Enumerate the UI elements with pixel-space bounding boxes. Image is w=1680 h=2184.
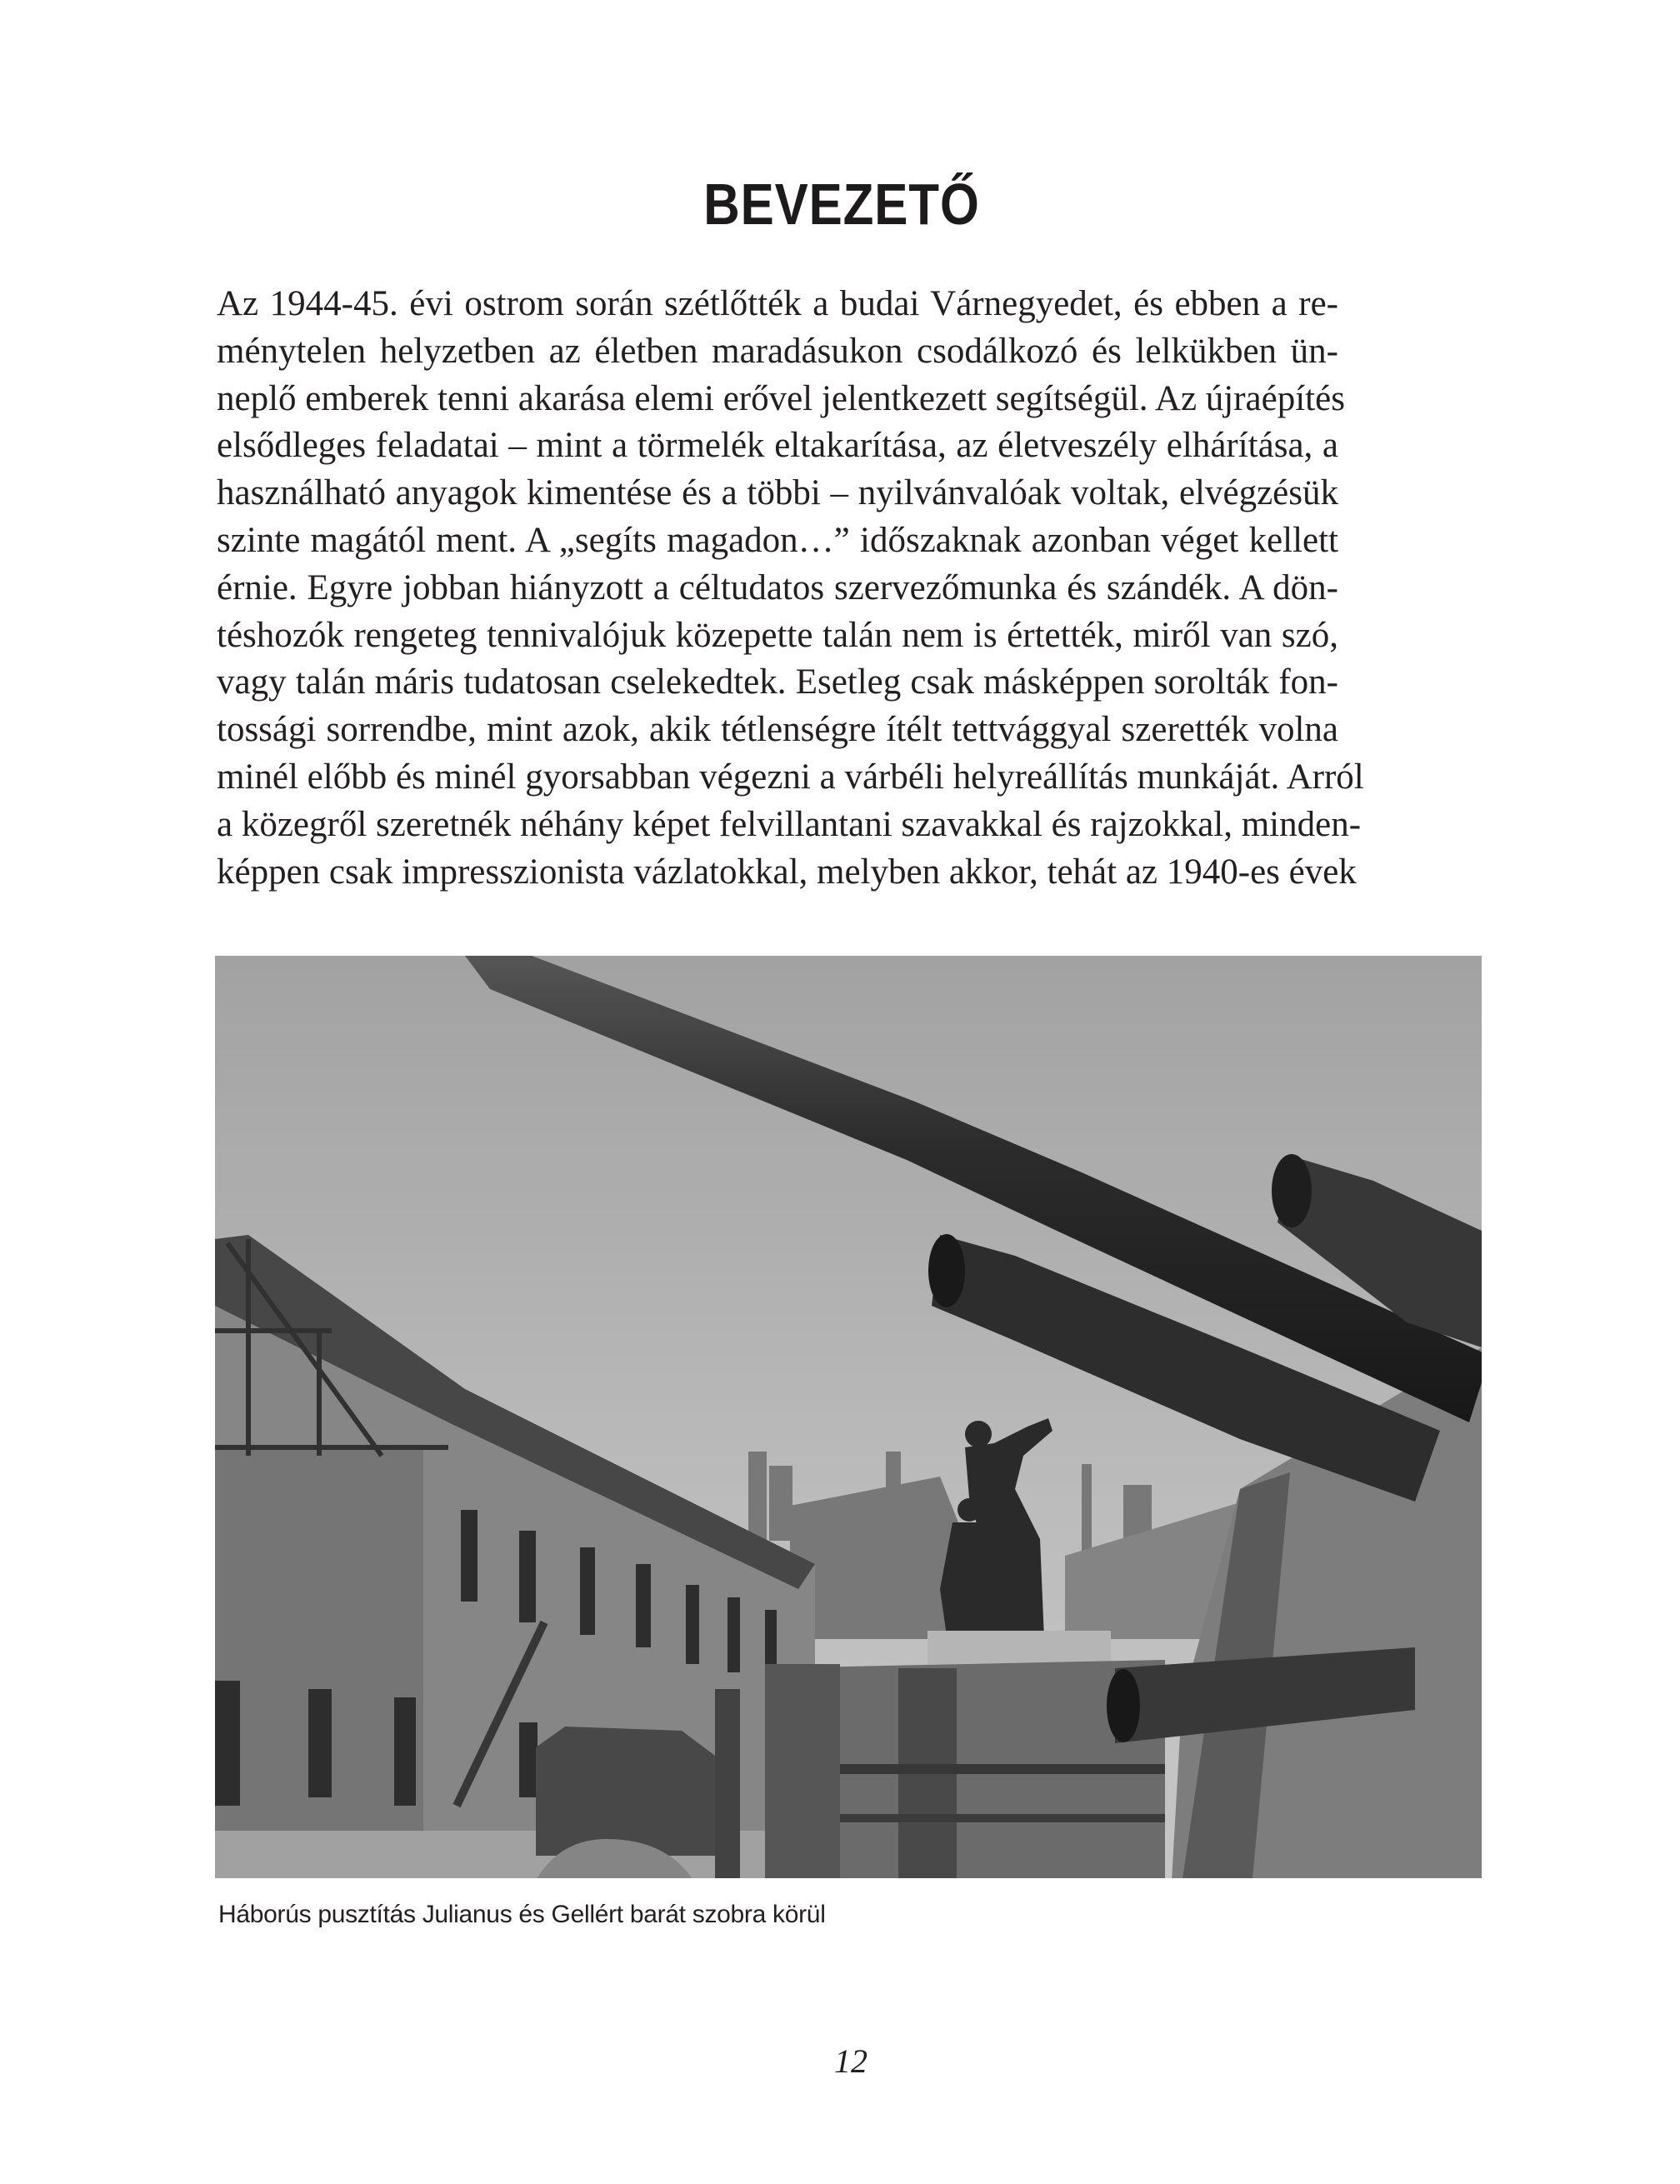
text-line: képpen csak impresszionista vázlatokkal, melyben akkor, tehát az 1940-es évek <box>217 852 1357 892</box>
text-line: használható anyagok kimentése és a többi – nyilvánvalóak voltak, elvégzésük <box>217 473 1338 513</box>
text-line: érnie. Egyre jobban hiányzott a céltudatos szervezőmunka és szándék. A dön- <box>217 567 1338 607</box>
text-line: téshozók rengeteg tennivalójuk közepette talán nem is értették, miről van szó, <box>217 615 1338 655</box>
text-line: minél előbb és minél gyorsabban végezni a várbéli helyreállítás munkáját. Arról <box>217 757 1364 797</box>
war-destruction-photo <box>215 956 1482 1878</box>
chapter-title: BEVEZETŐ <box>703 172 980 237</box>
text-line: a közegről szeretnék néhány képet felvillantani szavakkal és rajzokkal, minden- <box>217 804 1362 844</box>
text-line: neplő emberek tenni akarása elemi erővel jelentkezett segítségül. Az újraépítés <box>217 378 1345 418</box>
body-paragraph <box>217 281 1364 896</box>
text-line: ménytelen helyzetben az életben maradásukon csodálkozó és lelkükben ün- <box>217 331 1338 371</box>
text-line: elsődleges feladatai – mint a törmelék eltakarítása, az életveszély elhárítása, a <box>217 426 1338 466</box>
text-line: vagy talán máris tudatosan cselekedtek. Esetleg csak másképpen sorolták fon- <box>217 662 1338 702</box>
page-number: 12 <box>834 2042 868 2080</box>
photo-caption: Háborús pusztítás Julianus és Gellért barát szobra körül <box>218 1901 826 1928</box>
photo-illustration <box>215 956 1482 1878</box>
text-line: szinte magától ment. A „segíts magadon…” időszaknak azonban véget kellett <box>217 520 1338 560</box>
text-line: tossági sorrendbe, mint azok, akik tétlenségre ítélt tettvággyal szerették volna <box>217 710 1338 750</box>
text-line: Az 1944-45. évi ostrom során szétlőtték a budai Várnegyedet, és ebben a re- <box>217 284 1338 323</box>
